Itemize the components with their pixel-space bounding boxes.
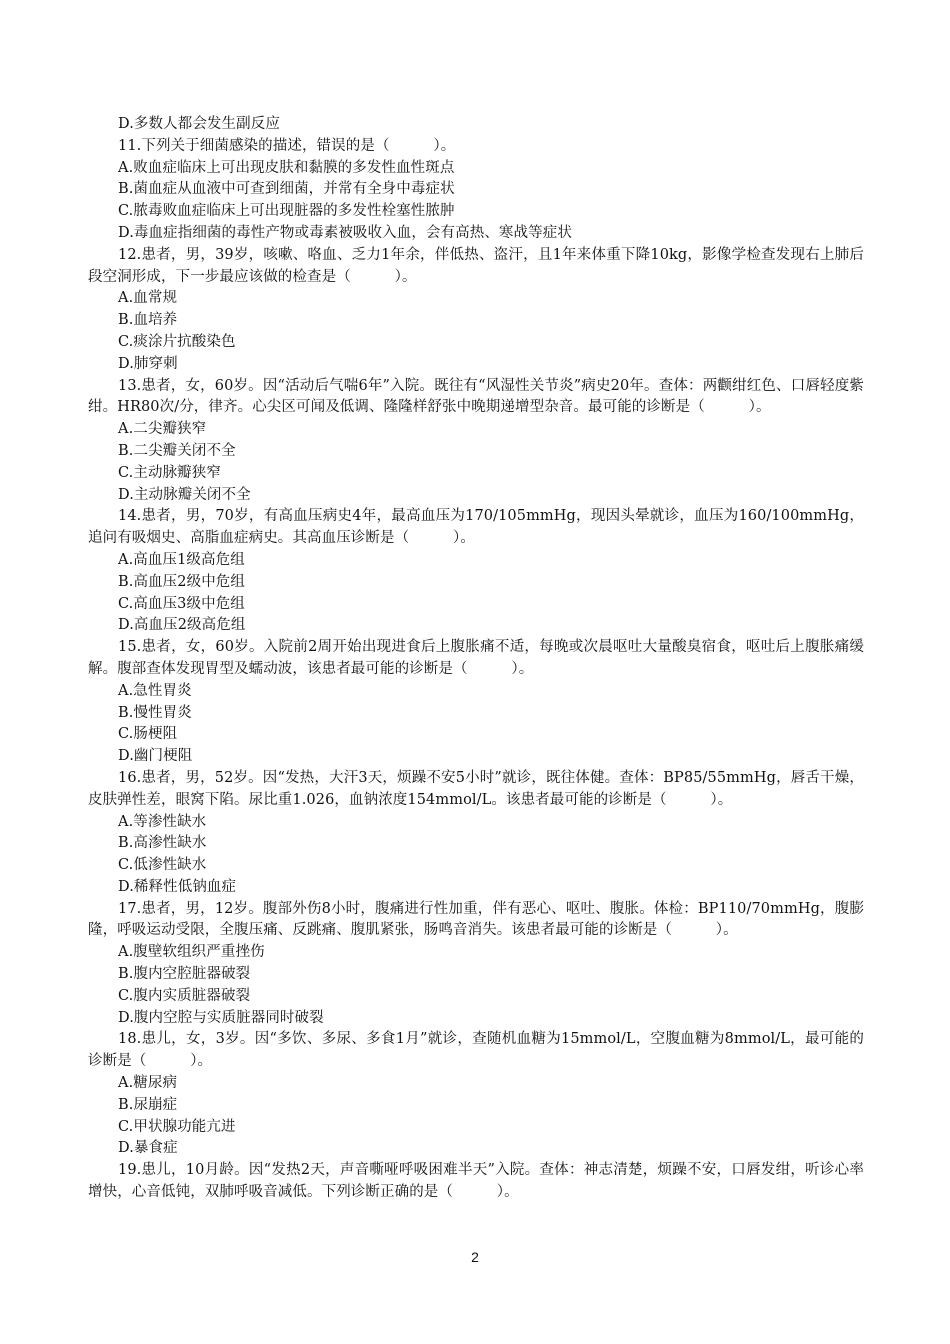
question-stem: 16.患者，男，52岁。因“发热，大汗3天，烦躁不安5小时”就诊，既往体健。查体：BP85/55mmHg，唇舌干燥，皮肤弹性差，眼窝下陷。尿比重1.026，血钠浓度154mmol/L。该患者最可能的诊断是（ ）。 bbox=[88, 769, 864, 808]
answer-option: A.急性胃炎 bbox=[118, 682, 192, 699]
answer-option: D.稀释性低钠血症 bbox=[118, 878, 237, 895]
answer-option: B.尿崩症 bbox=[118, 1096, 178, 1113]
answer-option: B.高渗性缺水 bbox=[118, 835, 207, 852]
answer-option: D.暴食症 bbox=[118, 1140, 178, 1157]
answer-option: C.高血压3级中危组 bbox=[118, 595, 245, 612]
answer-option: B.高血压2级中危组 bbox=[118, 573, 245, 590]
answer-option: A.败血症临床上可出现皮肤和黏膜的多发性血性斑点 bbox=[118, 159, 455, 176]
answer-option: D.幽门梗阻 bbox=[118, 748, 193, 765]
answer-option: C.甲状腺功能亢进 bbox=[118, 1118, 236, 1135]
answer-option: D.高血压2级高危组 bbox=[118, 617, 246, 634]
question-stem: 14.患者，男，70岁，有高血压病史4年，最高血压为170/105mmHg，现因头晕就诊，血压为160/100mmHg，追问有吸烟史、高脂血症病史。其高血压诊断是（ ）。 bbox=[88, 508, 864, 547]
answer-option: C.痰涂片抗酸染色 bbox=[118, 333, 236, 350]
question-12 bbox=[88, 245, 864, 376]
answer-option: C.主动脉瓣狭窄 bbox=[118, 464, 221, 481]
question-19 bbox=[88, 1160, 864, 1204]
question-stem: 17.患者，男，12岁。腹部外伤8小时，腹痛进行性加重，伴有恶心、呕吐、腹胀。体检：BP110/70mmHg，腹膨隆，呼吸运动受限，全腹压痛、反跳痛、腹肌紧张，肠鸣音消失。该患者最可能的诊断是（ ）。 bbox=[88, 900, 864, 939]
answer-option: A.血常规 bbox=[118, 290, 178, 307]
answer-option: D.主动脉瓣关闭不全 bbox=[118, 486, 251, 503]
answer-option: D.肺穿刺 bbox=[118, 355, 178, 372]
answer-option: C.肠梗阻 bbox=[118, 726, 178, 743]
question-stem: 13.患者，女，60岁。因“活动后气喘6年”入院。既往有“风湿性关节炎”病史20年。查体：两颧绀红色、口唇轻度紫绀。HR80次/分，律齐。心尖区可闻及低调、隆隆样舒张中晚期递增型杂音。最可能的诊断是（ ）。 bbox=[88, 377, 864, 416]
answer-option: C.腹内实质脏器破裂 bbox=[118, 987, 251, 1004]
answer-option: B.二尖瓣关闭不全 bbox=[118, 442, 236, 459]
answer-option: A.糖尿病 bbox=[118, 1075, 178, 1092]
answer-option: B.血培养 bbox=[118, 312, 178, 329]
page-number: 2 bbox=[471, 1249, 479, 1265]
question-14 bbox=[88, 506, 864, 637]
question-stem: 18.患儿，女，3岁。因“多饮、多尿、多食1月”就诊，查随机血糖为15mmol/L，空腹血糖为8mmol/L，最可能的诊断是（ ）。 bbox=[88, 1031, 864, 1070]
answer-option: D.腹内空腔与实质脏器同时破裂 bbox=[118, 1009, 324, 1026]
question-stem: 15.患者，女，60岁。入院前2周开始出现进食后上腹胀痛不适，每晚或次晨呕吐大量酸臭宿食，呕吐后上腹胀痛缓解。腹部查体发现胃型及蠕动波，该患者最可能的诊断是（ ）。 bbox=[88, 639, 864, 677]
question-15 bbox=[88, 637, 864, 768]
answer-option: A.等渗性缺水 bbox=[118, 813, 207, 830]
document-page bbox=[88, 114, 864, 1204]
question-list bbox=[88, 136, 864, 1204]
question-stem: 11.下列关于细菌感染的描述，错误的是（ ）。 bbox=[118, 137, 456, 154]
question-13 bbox=[88, 376, 864, 507]
answer-option: B.腹内空腔脏器破裂 bbox=[118, 966, 251, 983]
question-16 bbox=[88, 768, 864, 899]
answer-option: D.毒血症指细菌的毒性产物或毒素被吸收入血，会有高热、寒战等症状 bbox=[118, 224, 572, 241]
answer-option: B.慢性胃炎 bbox=[118, 704, 192, 721]
option-d-prev: D.多数人都会发生副反应 bbox=[118, 116, 280, 132]
answer-option: C.脓毒败血症临床上可出现脏器的多发性栓塞性脓肿 bbox=[118, 203, 455, 220]
question-17 bbox=[88, 899, 864, 1030]
question-stem: 12.患者，男，39岁，咳嗽、咯血、乏力1年余，伴低热、盗汗，且1年来体重下降10kg，影像学检查发现右上肺后段空洞形成，下一步最应该做的检查是（ ）。 bbox=[88, 246, 864, 285]
answer-option: A.腹壁软组织严重挫伤 bbox=[118, 944, 265, 961]
answer-option: C.低渗性缺水 bbox=[118, 857, 207, 874]
question-stem: 19.患儿，10月龄。因“发热2天，声音嘶哑呼吸困难半天”入院。查体：神志清楚，烦躁不安，口唇发绀，听诊心率增快，心音低钝，双肺呼吸音减低。下列诊断正确的是（ ）。 bbox=[88, 1162, 864, 1201]
question-18 bbox=[88, 1029, 864, 1160]
answer-option: A.二尖瓣狭窄 bbox=[118, 421, 207, 438]
answer-option: B.菌血症从血液中可查到细菌，并常有全身中毒症状 bbox=[118, 181, 455, 198]
question-11 bbox=[88, 136, 864, 245]
answer-option: A.高血压1级高危组 bbox=[118, 551, 245, 568]
